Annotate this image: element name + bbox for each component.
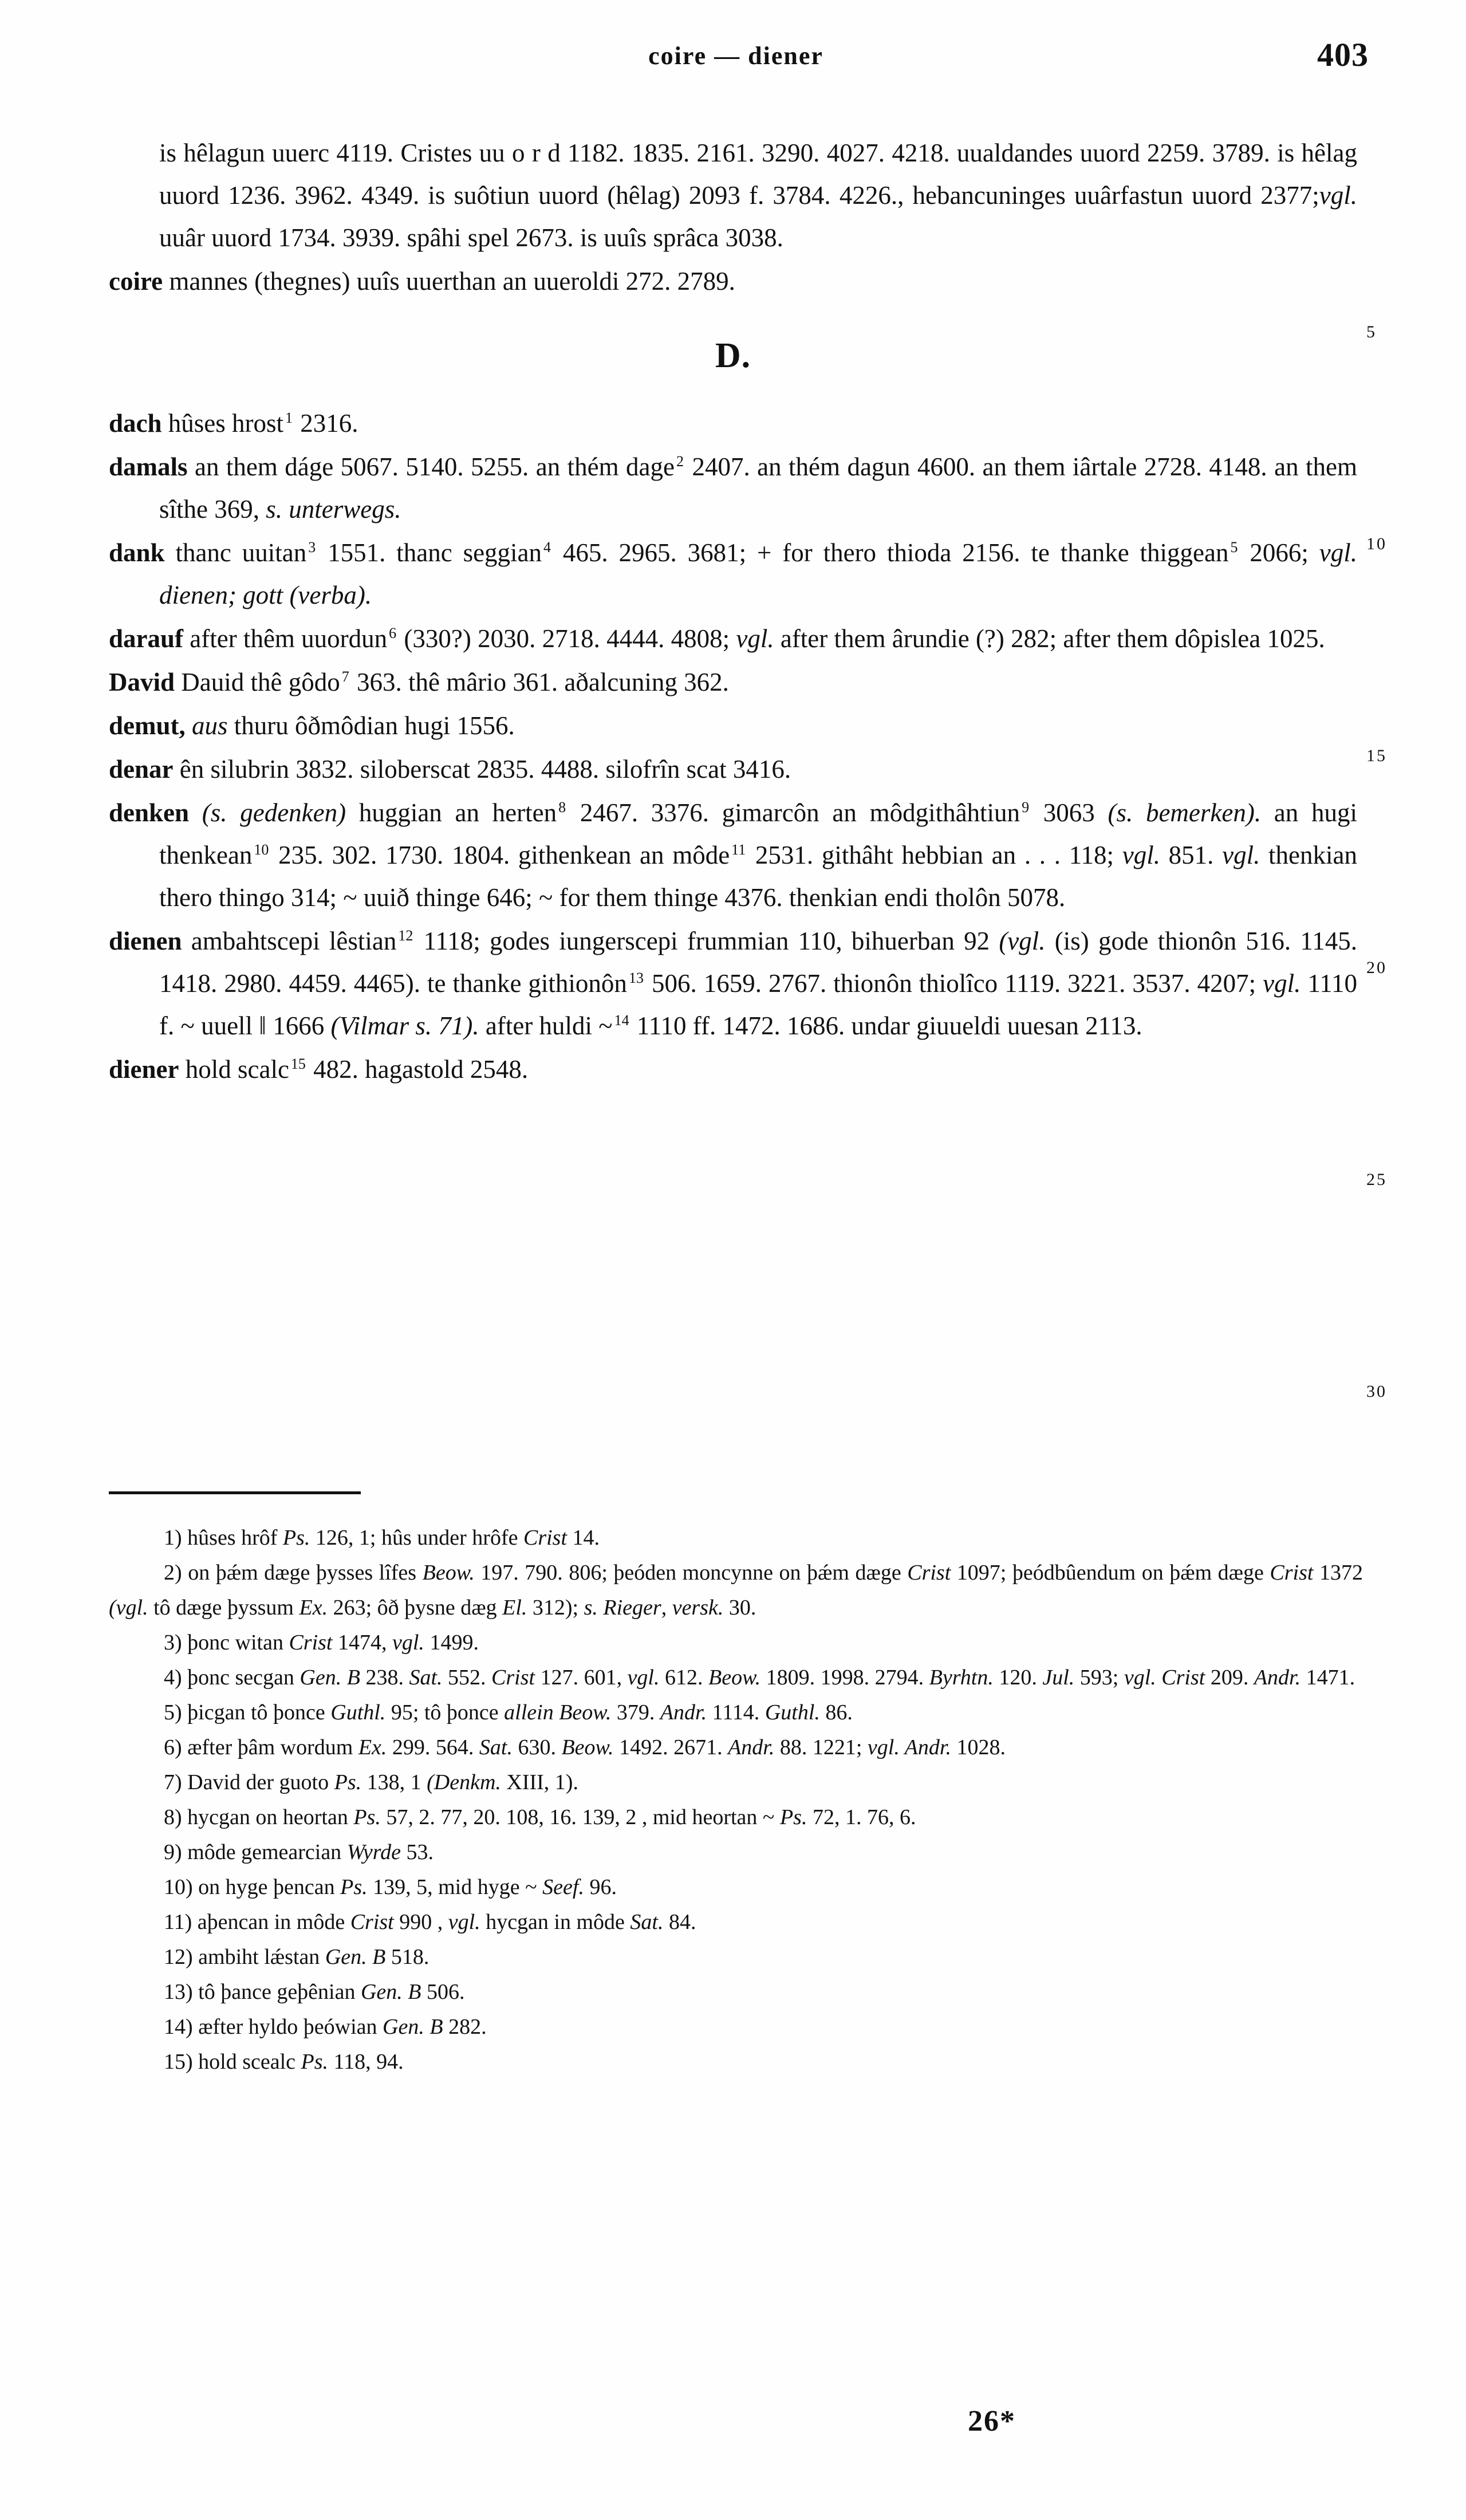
- entry-text-run: thenkian thero thingo 314; ~ uuið thinge 646; ~ for them thinge 4376. thenkian endi tholôn 5078.: [159, 841, 1358, 912]
- footnote-marker: 1: [285, 410, 293, 426]
- dank-entry: [109, 531, 1357, 616]
- footnote-text-run: 14.: [567, 1526, 600, 1550]
- footnote-italic-run: Crist: [1270, 1561, 1314, 1585]
- entry-text-run: 851.: [1160, 841, 1223, 869]
- footnote-text-run: 1028.: [951, 1735, 1006, 1759]
- entry-text-run: hûses hrost: [161, 409, 284, 438]
- footnote-text-run: 1372: [1313, 1561, 1363, 1585]
- footnote-italic-run: s. Rieger: [584, 1596, 661, 1620]
- continuation-line-5: spel 2673. is uuîs sprâca 3038.: [467, 223, 783, 252]
- entry-lemma: dienen: [109, 927, 182, 955]
- footnote-text-run: 299. 564.: [387, 1735, 479, 1759]
- entry-text-run: 465. 2965. 3681; + for thero thioda 2156. te thanke thiggean: [552, 538, 1229, 567]
- footnote-text-run: 518.: [385, 1945, 429, 1969]
- entry-lemma: David: [109, 668, 175, 696]
- entry-lemma: damals: [109, 452, 188, 481]
- footnote-italic-run: Andr.: [660, 1700, 707, 1724]
- footnote-italic-run: B: [408, 1980, 421, 2004]
- footnote-text-run: 86.: [819, 1700, 853, 1724]
- entry-lemma: demut,: [109, 711, 186, 740]
- footnote-italic-run: Beow.: [708, 1665, 761, 1690]
- footnote-italic-run: Crist: [907, 1561, 951, 1585]
- footnote-text-run: 1499.: [424, 1631, 479, 1655]
- footnote-15: [109, 2045, 1363, 2080]
- footnote-text-run: 379.: [611, 1700, 660, 1724]
- entry-italic-run: (s. bemerken).: [1108, 798, 1262, 827]
- footnote-italic-run: vgl. Crist: [1124, 1665, 1205, 1690]
- footnote-italic-run: Beow.: [561, 1735, 614, 1759]
- entry-text-run: 1110 f. ~ uuell ‖ 1666: [159, 969, 1358, 1040]
- entry-text-run: 363. thê mârio 361. aðalcuning 362.: [350, 668, 729, 696]
- footnote-italic-run: Ps.: [301, 2050, 329, 2074]
- footnote-text-run: hold scealc: [192, 2050, 301, 2074]
- main-text-column: [109, 132, 1357, 1090]
- denar-entry: [109, 748, 1357, 790]
- entry-text-run: Dauid thê gôdo: [175, 668, 340, 696]
- footnote-text-run: [367, 1945, 373, 1969]
- footnote-block: [109, 1521, 1363, 2080]
- footnote-italic-run: vgl. Andr.: [867, 1735, 951, 1759]
- footnote-marker: 6: [389, 625, 397, 641]
- footnote-10: [109, 1870, 1363, 1905]
- line-number-15: 15: [1366, 746, 1387, 765]
- footnote-text-run: þicgan tô þonce: [182, 1700, 331, 1724]
- footnote-marker: 9: [1022, 799, 1030, 816]
- footnote-text-run: ambiht lǽstan: [192, 1945, 325, 1969]
- footnote-7: [109, 1765, 1363, 1800]
- footnote-marker: 10: [254, 841, 269, 858]
- footnote-italic-run: Gen.: [383, 2015, 424, 2039]
- entry-lemma: denar: [109, 755, 174, 783]
- footnote-italic-run: Ps.: [779, 1805, 807, 1829]
- line-number-10: 10: [1366, 534, 1387, 553]
- entry-text-run: 2407. an thém dagun 4600. an them iârtale 2728. 4148. an them sîthe 369,: [159, 452, 1357, 523]
- entry-text-run: an them dáge 5067. 5140. 5255. an thém dage: [187, 452, 675, 481]
- entry-text-run: 1110 ff. 1472. 1686. undar giuueldi uuesan 2113.: [630, 1011, 1142, 1040]
- footnote-text-run: þonc secgan: [182, 1665, 300, 1690]
- footnote-italic-run: Ps.: [282, 1526, 310, 1550]
- entry-italic-run: vgl.: [1122, 841, 1160, 869]
- footnote-text-run: 88. 1221;: [774, 1735, 868, 1759]
- footnote-text-run: 197. 790. 806; þeóden moncynne on þǽm dæge: [474, 1561, 908, 1585]
- line-number-30: 30: [1366, 1382, 1387, 1401]
- footnote-text-run: 72, 1. 76, 6.: [807, 1805, 916, 1829]
- footnote-number: 3): [164, 1631, 182, 1655]
- footnote-text-run: hycgan in môde: [480, 1910, 630, 1934]
- footnote-italic-run: (vgl.: [109, 1596, 148, 1620]
- entry-italic-run: s. unterwegs.: [266, 495, 401, 523]
- footnote-text-run: 118, 94.: [328, 2050, 404, 2074]
- footnote-text-run: þonc witan: [182, 1631, 289, 1655]
- entry-text-run: 1551. thanc seggian: [317, 538, 542, 567]
- footnote-text-run: 126, 1; hûs under hrôfe: [310, 1526, 523, 1550]
- footnote-11: [109, 1905, 1363, 1940]
- denken-entry: [109, 792, 1357, 919]
- footnote-marker: 11: [731, 841, 746, 858]
- entry-text-run: 2467. 3376. gimarcôn an môdgithâhtiun: [567, 798, 1020, 827]
- footnote-text-run: 57, 2. 77, 20. 108, 16. 139, 2 , mid heortan ~: [380, 1805, 780, 1829]
- entry-lemma: denken: [109, 798, 190, 827]
- footnote-italic-run: Ex.: [299, 1596, 328, 1620]
- entry-lemma: diener: [109, 1055, 179, 1084]
- footnote-text-run: 127. 601,: [535, 1665, 628, 1690]
- entry-lemma: darauf: [109, 624, 184, 653]
- entry-italic-run: aus: [185, 711, 228, 740]
- footnote-text-run: 552.: [442, 1665, 492, 1690]
- footnote-text-run: 990 ,: [393, 1910, 448, 1934]
- footnote-italic-run: Wyrde: [346, 1840, 401, 1864]
- footnote-12: [109, 1940, 1363, 1975]
- continuation-line-4: uuârfastun uuord 2377;: [1074, 181, 1319, 210]
- footnote-italic-run: B: [372, 1945, 386, 1969]
- footnote-text-run: ,: [661, 1596, 672, 1620]
- entry-text-run: ambahtscepi lêstian: [182, 927, 397, 955]
- entry-italic-run: (Vilmar s. 71).: [330, 1011, 479, 1040]
- dach-entry: [109, 402, 1357, 444]
- continuation-paragraph: [109, 132, 1357, 259]
- footnote-marker: 12: [398, 927, 413, 944]
- david-entry: [109, 661, 1357, 703]
- entry-lemma: dank: [109, 538, 165, 567]
- footnote-italic-run: Ps.: [334, 1770, 362, 1794]
- damals-entry: [109, 446, 1357, 530]
- footnote-marker: 14: [614, 1012, 629, 1029]
- entry-text-run: after them ârundie (?) 282; after them dôpislea 1025.: [774, 624, 1325, 653]
- footnote-text-run: 506.: [421, 1980, 465, 2004]
- footnote-text-run: 612.: [659, 1665, 708, 1690]
- footnote-italic-run: Byrhtn.: [929, 1665, 994, 1690]
- footnote-italic-run: Andr.: [1254, 1665, 1301, 1690]
- entry-italic-run: vgl.: [1263, 969, 1301, 998]
- footnote-italic-run: allein Beow.: [504, 1700, 612, 1724]
- footnote-number: 13): [164, 1980, 193, 2004]
- footnote-italic-run: versk.: [672, 1596, 724, 1620]
- footnote-14: [109, 2010, 1363, 2045]
- footnote-italic-run: Ps.: [353, 1805, 381, 1829]
- footnote-text-run: 139, 5, mid hyge ~: [367, 1875, 543, 1899]
- entry-text-run: mannes (thegnes) uuîs uuerthan an uueroldi 272. 2789.: [163, 267, 735, 296]
- footnote-number: 2): [164, 1561, 182, 1585]
- footnote-marker: 15: [290, 1056, 306, 1072]
- footnote-6: [109, 1730, 1363, 1765]
- footnote-italic-run: Andr.: [728, 1735, 775, 1759]
- footnote-text-run: [424, 2015, 430, 2039]
- footnote-number: 7): [164, 1770, 182, 1794]
- footnote-italic-run: El.: [502, 1596, 527, 1620]
- footnote-italic-run: B: [346, 1665, 360, 1690]
- entry-text-run: hold scalc: [179, 1055, 289, 1084]
- continuation-line-4c: uuâr uuord 1734. 3939. spâhi: [159, 223, 462, 252]
- footnote-text-run: æfter þâm wordum: [182, 1735, 358, 1759]
- footnote-italic-run: Crist: [350, 1910, 394, 1934]
- entry-text-run: thanc uuitan: [164, 538, 307, 567]
- footnote-text-run: 1809. 1998. 2794.: [760, 1665, 929, 1690]
- entry-lemma: coire: [109, 267, 163, 296]
- page-number: 403: [1317, 36, 1369, 73]
- printer-signature: 26*: [968, 2405, 1016, 2438]
- footnote-13: [109, 1975, 1363, 2010]
- entry-text-run: 1118; godes iungerscepi frummian 110, bihuerban 92: [414, 927, 999, 955]
- entry-text-run: 2066;: [1239, 538, 1319, 567]
- footnote-italic-run: vgl.: [627, 1665, 660, 1690]
- continuation-abbrev-vgl: vgl.: [1319, 181, 1358, 210]
- entry-italic-run: vgl.: [1222, 841, 1260, 869]
- footnote-marker: 2: [676, 453, 684, 470]
- footnote-text-run: XIII, 1).: [501, 1770, 578, 1794]
- entry-text-run: after thêm uuordun: [183, 624, 388, 653]
- footnote-italic-run: B: [429, 2015, 443, 2039]
- entry-text-run: thuru ôðmôdian hugi 1556.: [227, 711, 515, 740]
- footnote-text-run: 312);: [527, 1596, 584, 1620]
- footnote-9: [109, 1835, 1363, 1870]
- footnote-5: [109, 1695, 1363, 1730]
- footnote-text-run: 1471.: [1301, 1665, 1355, 1690]
- footnote-text-run: 30.: [723, 1596, 756, 1620]
- footnote-text-run: [341, 1665, 347, 1690]
- footnote-text-run: tô dæge þyssum: [148, 1596, 299, 1620]
- footnote-text-run: 238.: [360, 1665, 409, 1690]
- footnote-text-run: 263; ôð þysne dæg: [328, 1596, 503, 1620]
- entry-italic-run: vgl. dienen; gott (verba).: [159, 538, 1357, 609]
- footnote-text-run: [403, 1980, 408, 2004]
- footnote-italic-run: Ex.: [358, 1735, 387, 1759]
- footnote-italic-run: vgl.: [448, 1910, 480, 1934]
- footnote-marker: 5: [1230, 539, 1238, 556]
- footnote-number: 14): [164, 2015, 193, 2039]
- footnote-number: 8): [164, 1805, 182, 1829]
- footnote-number: 4): [164, 1665, 182, 1690]
- section-letter-d: D.: [715, 336, 751, 375]
- continuation-line-2: 4027. 4218. uualdandes uuord 2259. 3789. is hêlag uuord 1236.: [159, 139, 1358, 210]
- footnote-text-run: 282.: [443, 2015, 487, 2039]
- footnote-text-run: tô þance geþênian: [192, 1980, 361, 2004]
- running-head-title: coire — diener: [648, 42, 823, 70]
- entry-text-run: huggian an herten: [346, 798, 557, 827]
- coire-entry: [109, 260, 1357, 302]
- footnote-number: 12): [164, 1945, 193, 1969]
- entry-text-run: an hugi thenkean: [159, 798, 1357, 869]
- line-number-5: 5: [1366, 322, 1377, 341]
- entry-text-run: 235. 302. 1730. 1804. githenkean an môde: [270, 841, 730, 869]
- footnote-italic-run: vgl.: [392, 1631, 424, 1655]
- demut-entry: [109, 704, 1357, 747]
- footnote-marker: 4: [543, 539, 551, 556]
- footnote-italic-run: Seef.: [542, 1875, 584, 1899]
- footnote-text-run: 1114.: [707, 1700, 765, 1724]
- footnote-separator-rule: [109, 1491, 361, 1494]
- footnote-italic-run: Crist: [491, 1665, 535, 1690]
- footnote-1: [109, 1521, 1363, 1556]
- footnote-number: 15): [164, 2050, 193, 2074]
- footnote-text-run: 593;: [1074, 1665, 1124, 1690]
- footnote-text-run: on hyge þencan: [192, 1875, 341, 1899]
- entry-list: [109, 260, 1357, 1090]
- entry-italic-run: (s. gedenken): [189, 798, 346, 827]
- line-number-20: 20: [1366, 958, 1387, 977]
- continuation-line-3: 3962. 4349. is suôtiun uuord (hêlag) 2093 f. 3784. 4226., hebancuninges: [294, 181, 1066, 210]
- entry-text-run: (is) gode thionôn 516. 1145. 1418. 2980. 4459. 4465). te thanke githionôn: [159, 927, 1357, 998]
- footnote-italic-run: Crist: [289, 1631, 333, 1655]
- footnote-text-run: 53.: [400, 1840, 434, 1864]
- footnote-text-run: æfter hyldo þeówian: [192, 2015, 383, 2039]
- footnote-marker: 13: [628, 970, 644, 986]
- footnote-text-run: 1474,: [332, 1631, 392, 1655]
- footnote-text-run: 95; tô þonce: [385, 1700, 505, 1724]
- footnote-marker: 8: [558, 799, 566, 816]
- entry-text-run: (330?) 2030. 2718. 4444. 4808;: [397, 624, 736, 653]
- footnote-text-run: 1492. 2671.: [613, 1735, 728, 1759]
- footnote-text-run: on þǽm dæge þysses lîfes: [182, 1561, 423, 1585]
- line-number-25: 25: [1366, 1170, 1387, 1189]
- footnote-text-run: 138, 1: [361, 1770, 427, 1794]
- entry-italic-run: (vgl.: [999, 927, 1046, 955]
- footnote-text-run: hycgan on heortan: [182, 1805, 354, 1829]
- footnote-text-run: môde gemearcian: [182, 1840, 347, 1864]
- footnote-number: 1): [164, 1526, 182, 1550]
- footnote-italic-run: Gen.: [360, 1980, 403, 2004]
- footnote-italic-run: Sat.: [630, 1910, 664, 1934]
- footnote-text-run: David der guoto: [182, 1770, 334, 1794]
- footnote-text-run: 84.: [663, 1910, 696, 1934]
- footnote-italic-run: Guthl.: [330, 1700, 386, 1724]
- footnote-italic-run: Beow.: [422, 1561, 475, 1585]
- diener-entry: [109, 1048, 1357, 1090]
- entry-lemma: dach: [109, 409, 162, 438]
- footnote-text-run: hûses hrôf: [182, 1526, 283, 1550]
- footnote-italic-run: Sat.: [409, 1665, 443, 1690]
- entry-text-run: 3063: [1030, 798, 1108, 827]
- footnote-text-run: 1097; þeódbûendum on þǽm dæge: [951, 1561, 1270, 1585]
- footnote-text-run: 96.: [584, 1875, 617, 1899]
- footnote-text-run: 630.: [512, 1735, 562, 1759]
- footnote-text-run: aþencan in môde: [192, 1910, 350, 1934]
- darauf-entry: [109, 617, 1357, 660]
- entry-text-run: 506. 1659. 2767. thionôn thiolîco 1119. 3221. 3537. 4207;: [644, 969, 1263, 998]
- entry-text-run: after huldi ~: [479, 1011, 613, 1040]
- running-head: [103, 36, 1369, 81]
- footnote-number: 6): [164, 1735, 182, 1759]
- footnote-text-run: 209.: [1205, 1665, 1254, 1690]
- footnote-number: 9): [164, 1840, 182, 1864]
- footnote-italic-run: (Denkm.: [427, 1770, 501, 1794]
- footnote-2: [109, 1556, 1363, 1625]
- footnote-4: [109, 1660, 1363, 1695]
- footnote-italic-run: Ps.: [340, 1875, 368, 1899]
- footnote-italic-run: Gen.: [299, 1665, 342, 1690]
- footnote-3: [109, 1625, 1363, 1660]
- footnote-italic-run: Jul.: [1042, 1665, 1075, 1690]
- footnote-number: 11): [164, 1910, 192, 1934]
- footnote-number: 10): [164, 1875, 193, 1899]
- footnote-number: 5): [164, 1700, 182, 1724]
- footnote-marker: 7: [341, 668, 349, 685]
- footnote-italic-run: Sat.: [479, 1735, 513, 1759]
- footnote-8: [109, 1800, 1363, 1835]
- footnote-italic-run: Guthl.: [764, 1700, 820, 1724]
- entry-text-run: 2316.: [294, 409, 358, 438]
- footnote-text-run: 120.: [993, 1665, 1043, 1690]
- continuation-line-1: is hêlagun uuerc 4119. Cristes uu o r d 1182. 1835. 2161. 3290.: [159, 139, 820, 167]
- entry-text-run: ên silubrin 3832. siloberscat 2835. 4488. silofrîn scat 3416.: [173, 755, 791, 783]
- entry-italic-run: vgl.: [736, 624, 774, 653]
- entry-text-run: 482. hagastold 2548.: [306, 1055, 529, 1084]
- footnote-marker: 3: [308, 539, 316, 556]
- footnote-italic-run: Gen.: [325, 1945, 367, 1969]
- footnote-italic-run: Crist: [523, 1526, 568, 1550]
- entry-text-run: 2531. githâht hebbian an . . . 118;: [747, 841, 1122, 869]
- dienen-entry: [109, 920, 1357, 1047]
